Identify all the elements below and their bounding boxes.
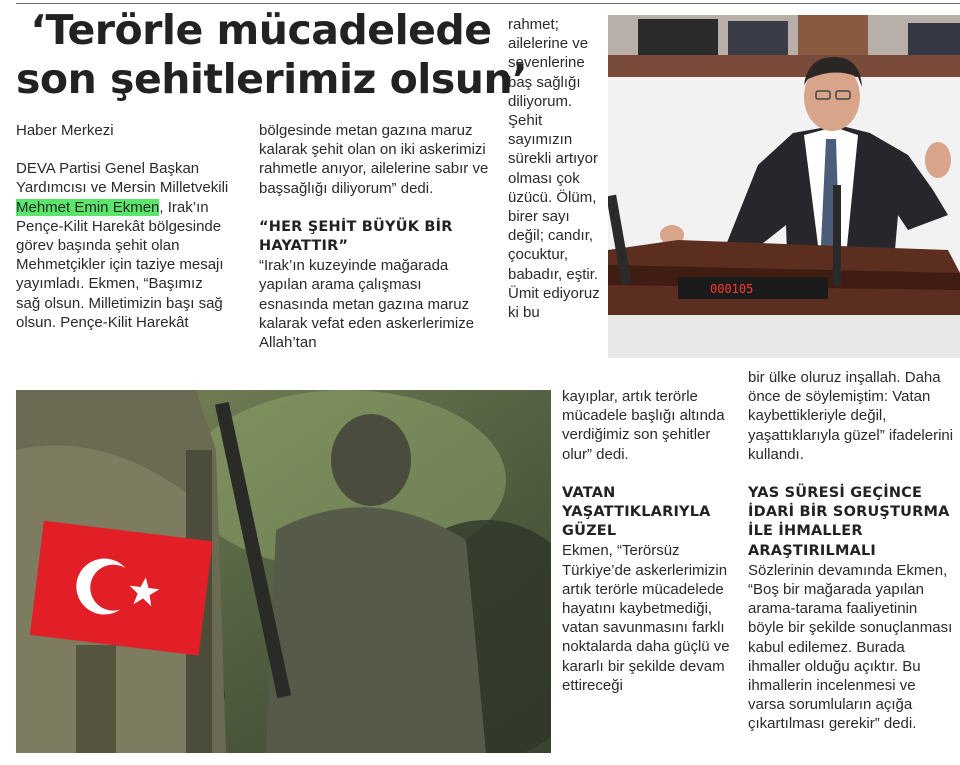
- article-paragraph: Sözlerinin devamında Ekmen, “Boş bir mağarada yapılan arama-tarama faaliyetinin böyle bir şekilde sonuçlanması kabul edilemez. Burada ihmaller olduğu açıktır. Bu ihmallerin incelenmesi ve varsa sorumluların açığa çıkartılması gerekir” dedi.: [748, 561, 953, 733]
- column-3: [508, 15, 606, 322]
- paragraph-text: DEVA Partisi Genel Başkan Yardımcısı ve Mersin Milletvekili: [16, 160, 229, 197]
- subheading: VATAN YAŞATTIKLARIYLA GÜZEL: [562, 484, 711, 540]
- article-paragraph: bölgesinde metan gazına maruz kalarak şehit olan on iki askerimizi rahmetle anıyor, ailelerine sabır ve başsağlığı diliyorum” dedi.: [259, 122, 489, 197]
- article-paragraph: Ekmen, “Terörsüz Türkiye’de askerlerimizin artık terörle mücadelede hayatını kaybetmediği, vatan savunmasını farklı noktalarda daha güçlü ve kararlı bir şekilde devam ettireceği: [562, 542, 730, 694]
- column-4: [562, 387, 738, 695]
- article-paragraph: rahmet; ailelerine ve sevenlerine baş sağlığı diliyorum. Şehit sayımızın sürekli artıyor olması çok üzücü. Ölüm, birer sayı değil; candır, çocuktur, babadır, eştir. Ümit ediyoruz ki bu: [508, 16, 600, 322]
- podium-counter: 000105: [710, 282, 754, 296]
- highlighted-name: Mehmet Emin Ekmen: [16, 198, 160, 216]
- soldier-photo: [16, 390, 551, 753]
- column-1: [16, 121, 231, 332]
- speaker-photo: [608, 15, 960, 358]
- byline: Haber Merkezi: [16, 122, 114, 139]
- subheading: “HER ŞEHİT BÜYÜK BİR HAYATTIR”: [259, 218, 453, 255]
- article-paragraph: kayıplar, artık terörle mücadele başlığı altında verdiğimiz son şehitler olur” dedi.: [562, 388, 725, 463]
- article-paragraph: “Irak’ın kuzeyinde mağarada yapılan arama çalışması esnasında metan gazına maruz kalarak vefat eden askerlerimize Allah’tan: [259, 257, 475, 352]
- column-5: [748, 368, 956, 734]
- subheading: YAS SÜRESİ GEÇİNCE İDARİ BİR SORUŞTURMA İLE İHMALLER ARAŞTIRILMALI: [748, 485, 950, 559]
- headline-line-1: ‘Terörle mücadelede: [30, 6, 492, 54]
- headline-line-2: son şehitlerimiz olsun’: [16, 55, 528, 103]
- column-2: [259, 121, 491, 352]
- headline: [16, 6, 528, 104]
- article-paragraph: bir ülke oluruz inşallah. Daha önce de söylemiştim: Vatan kaybettikleriyle değil, yaşattıklarıyla güzel” ifadelerini kullandı.: [748, 369, 954, 463]
- article-paragraph: [16, 159, 231, 332]
- paragraph-text: , Irak’ın Pençe-Kilit Harekât bölgesinde görev başında şehit olan Mehmetçikler için taziye mesajı yayımladı. Ekmen, “Başımız sağ olsun. Milletimizin başı sağ olsun. Pençe-Kilit Harekât: [16, 198, 224, 331]
- top-rule: [16, 3, 960, 4]
